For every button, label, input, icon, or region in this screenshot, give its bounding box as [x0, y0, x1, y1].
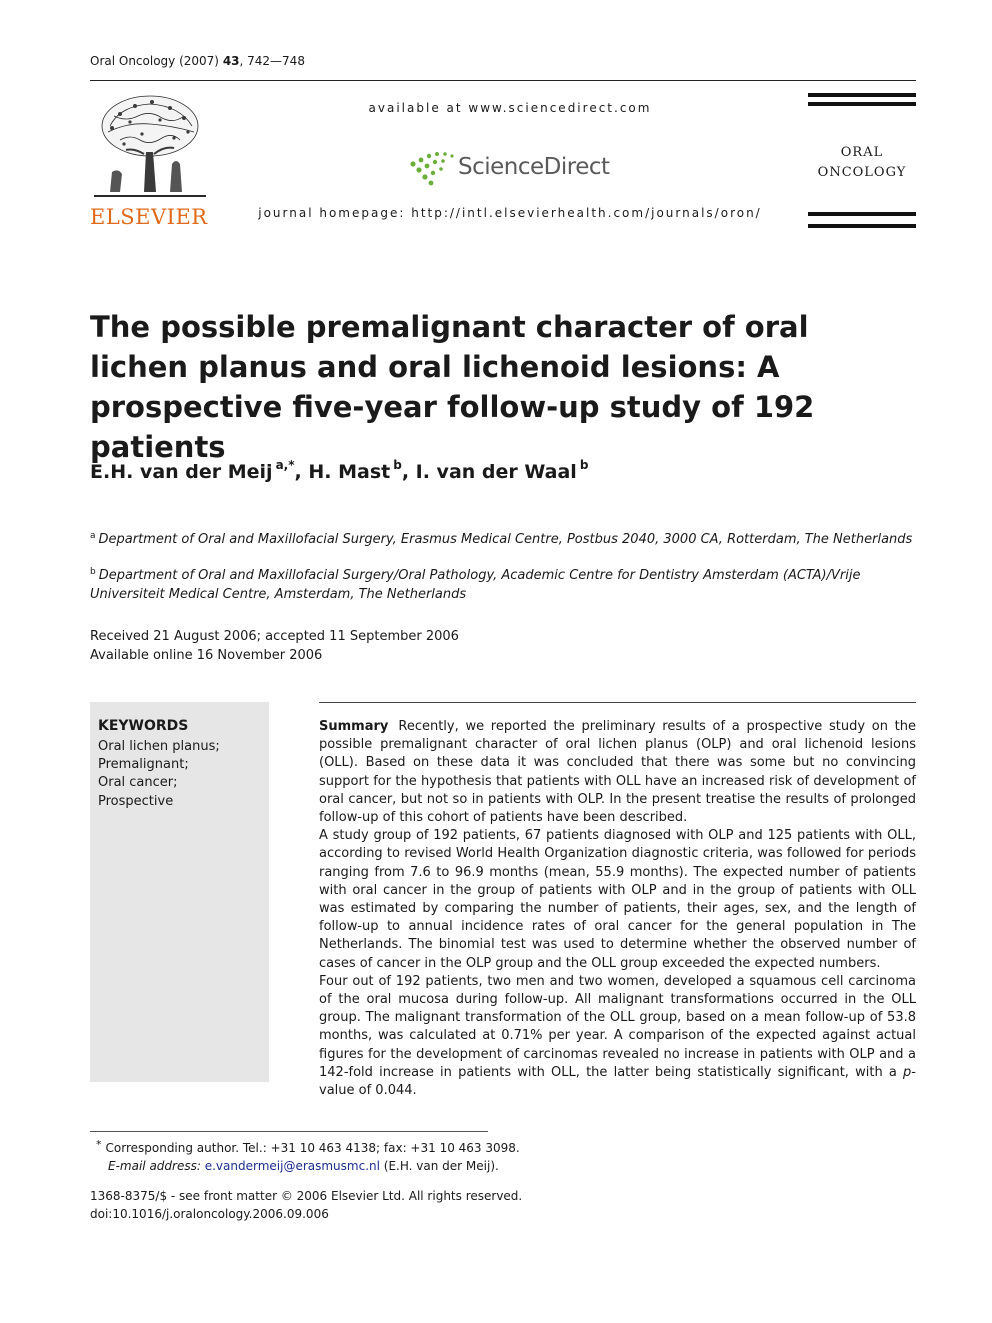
elsevier-logo-text: ELSEVIER — [90, 205, 208, 229]
abstract-paragraph: Four out of 192 patients, two men and two women, developed a squamous cell carcinoma of the oral mucosa during follow-up. All malignant transformations occurred in the OLL group. The malignant transformation of the OLL group, based on a mean follow-up of 53.8 months, was calculated at 0.71% per year. A comparison of the expected against actual figures for the development of carcinomas revealed no increase in patients with OLP and a 142-fold increase in patients with OLL, the latter being statistically significant, with a p-value of 0.044. — [319, 973, 916, 1099]
journal-bar — [808, 224, 916, 228]
keywords-list — [98, 738, 220, 811]
abstract-label: Summary — [319, 719, 389, 734]
abstract-paragraph: A study group of 192 patients, 67 patients diagnosed with OLP and 125 patients with OLL, according to revised World Health Organization diagnostic criteria, was followed for periods ranging from 7.6 to 96.9 months (mean, 55.9 months). The expected number of patients with oral cancer in the group of patients with OLP and in the group of patients with OLL was estimated by comparing the number of patients, their ages, sex, and the length of follow-up to annual incidence rates of oral cancer for the general population in The Netherlands. The binomial test was used to determine whether the observed number of cases of cancer in the OLP group and the OLL group exceeded the expected numbers. — [319, 828, 916, 971]
sciencedirect-brand[interactable]: ScienceDirect — [458, 154, 610, 180]
elsevier-tree-icon — [90, 92, 210, 204]
abstract — [319, 718, 916, 1100]
author-name[interactable]: H. Mast — [308, 461, 391, 483]
keyword-item: Premalignant; — [98, 757, 189, 773]
footnote-rule — [90, 1131, 488, 1132]
journal-bar — [808, 212, 916, 216]
author-list: E.H. van der Meij $^{a,*}$, H. Mast $^b$, I. van der Waal $^b$ — [90, 458, 589, 483]
affiliation: $^b$ Department of Oral and Maxillofacial Surgery/Oral Pathology, Academic Centre for Dentistry Amsterdam (ACTA)/Vrije Universiteit Medical Centre, Amsterdam, The Netherlands — [90, 567, 861, 602]
keywords-heading: KEYWORDS — [98, 718, 189, 734]
author-affiliation-mark[interactable]: a,* — [275, 458, 295, 472]
keyword-item: Oral lichen planus; — [98, 739, 220, 754]
article-title: The possible premalignant character of oral lichen planus and oral lichenoid lesions: A prospective five-year follow-up study of 192 patients — [90, 310, 815, 464]
abstract-paragraph: Summary Recently, we reported the preliminary results of a prospective study on the possible premalignant character of oral lichen planus (OLP) and oral lichenoid lesions (OLL). Based on these data it was concluded that there was some but no convincing support for the hypothesis that patients with OLL have an increased risk of development of oral cancer, but not so in patients with OLP. In the present treatise the results of prolonged follow-up of this cohort of patients have been described. — [319, 719, 916, 826]
author-affiliation-mark[interactable]: b — [579, 458, 589, 472]
doi-link[interactable]: doi:10.1016/j.oraloncology.2006.09.006 — [90, 1207, 329, 1221]
article-dates: Received 21 August 2006; accepted 11 September 2006 Available online 16 November 2006 — [90, 629, 459, 663]
journal-homepage-link[interactable]: journal homepage: http://intl.elsevierhealth.com/journals/oron/ — [258, 206, 762, 220]
author-email-link[interactable]: e.vandermeij@erasmusmc.nl — [204, 1159, 380, 1173]
keyword-item: Oral cancer; — [98, 775, 178, 791]
corresponding-author-footnote: * Corresponding author. Tel.: +31 10 463 4138; fax: +31 10 463 3098. E-mail address: e.vandermeij@erasmusmc.nl (E.H. van der Meij). — [96, 1138, 520, 1173]
author-name[interactable]: E.H. van der Meij — [90, 461, 273, 483]
keyword-item: Prospective — [98, 793, 174, 809]
journal-bar — [808, 102, 916, 106]
author-affiliation-mark[interactable]: b — [393, 458, 402, 472]
affiliation: $^a$ Department of Oral and Maxillofacial Surgery, Erasmus Medical Centre, Postbus 2040, 3000 CA, Rotterdam, The Netherlands — [90, 531, 913, 547]
header-rule — [90, 80, 916, 81]
journal-name: ORAL ONCOLOGY — [817, 145, 907, 180]
abstract-rule — [319, 702, 916, 703]
copyright-notice: 1368-8375/$ - see front matter © 2006 Elsevier Ltd. All rights reserved. doi:10.1016/j.oraloncology.2006.09.006 — [90, 1189, 523, 1221]
journal-bar — [808, 93, 916, 97]
journal-citation: Oral Oncology (2007) 43, 742—748 — [90, 54, 305, 68]
available-at-text: available at www.sciencedirect.com — [368, 101, 652, 115]
author-name[interactable]: I. van der Waal — [415, 461, 577, 483]
